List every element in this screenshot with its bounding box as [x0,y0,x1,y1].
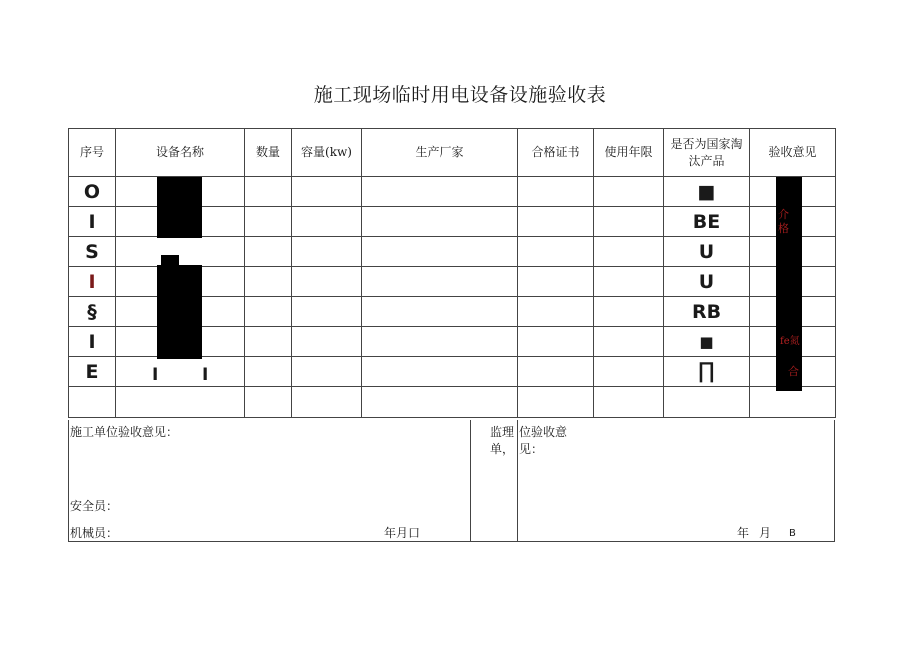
divider [470,420,471,541]
table-row [69,357,836,387]
row-qty [245,327,292,357]
safety-officer-label: 安全员： [70,499,119,513]
row-seq: § [69,297,116,327]
row-cert [518,237,594,267]
row-years [594,237,664,267]
row-seq: S [69,237,116,267]
contractor-opinion-label: 施工单位验收意见： [70,425,179,439]
table-row [69,327,836,357]
row-name [116,357,245,387]
header-maker: 生产厂家 [362,129,518,177]
supervision-date-day: B [789,528,796,539]
table-row [69,387,836,418]
row-obsolete: ■ [664,327,750,357]
supervision-label-a2: 单， [490,442,515,456]
row-opinion [750,177,836,207]
row-capacity [292,207,362,237]
opinion-mark: 格 [778,222,789,235]
row-name [116,237,245,267]
row-seq: I [69,267,116,297]
row-seq: O [69,177,116,207]
equipment-table [68,128,836,418]
opinion-mark: 一 [790,179,801,192]
page-title: 施工现场临时用电设备设施验收表 [313,84,607,106]
row-opinion [750,207,836,237]
row-capacity [292,297,362,327]
contractor-date: 年月口 [384,526,421,540]
header-capacity: 容量(kw) [292,129,362,177]
row-obsolete: ∏ [664,357,750,387]
supervision-label-b1: 位验收意 [519,425,568,439]
row-qty [245,267,292,297]
row-opinion [750,357,836,387]
row-cert [518,267,594,297]
row-capacity [292,267,362,297]
table-row [69,177,836,207]
header-opinion: 验收意见 [750,129,836,177]
row-obsolete: U [664,267,750,297]
row-capacity [292,327,362,357]
header-seq: 序号 [69,129,116,177]
row-name [116,297,245,327]
header-obsolete-line2: 汰产品 [688,153,725,168]
row-qty [245,237,292,267]
row-cert [518,297,594,327]
row-name [116,267,245,297]
row-seq: I [69,327,116,357]
row-cert [518,327,594,357]
row-maker [362,327,518,357]
supervision-label-b2: 见： [519,442,544,456]
row-years [594,327,664,357]
row-opinion [750,297,836,327]
row-qty [245,177,292,207]
row-opinion [750,267,836,297]
row-cert [518,177,594,207]
header-qty: 数量 [245,129,292,177]
header-obsolete-line1: 是否为国家淘 [670,136,743,151]
row-maker [362,267,518,297]
opinion-mark: 介 [778,208,789,221]
row-capacity [292,357,362,387]
row-name [116,327,245,357]
row-maker [362,177,518,207]
row-maker [362,207,518,237]
row-opinion [750,237,836,267]
row-obsolete: ■ [664,177,750,207]
row-qty [245,297,292,327]
table-row [69,297,836,327]
header-obsolete [664,129,750,177]
name-mark: I [202,365,209,385]
row-seq: E [69,357,116,387]
header-cert: 合格证书 [518,129,594,177]
row-obsolete: BE [664,207,750,237]
table-row [69,237,836,267]
row-maker [362,237,518,267]
signature-section [68,420,835,542]
row-obsolete: U [664,237,750,267]
table-row [69,207,836,237]
table-row [69,267,836,297]
header-name: 设备名称 [116,129,245,177]
supervision-label-a1: 监理 [490,425,515,439]
opinion-mark: fe氮 [780,336,800,347]
row-years [594,357,664,387]
row-seq: I [69,207,116,237]
header-years: 使用年限 [594,129,664,177]
row-opinion [750,327,836,357]
row-years [594,267,664,297]
row-years [594,207,664,237]
row-cert [518,357,594,387]
row-qty [245,207,292,237]
row-qty [245,357,292,387]
mechanic-label: 机械员： [70,526,119,540]
supervision-date-month: 月 [759,526,772,540]
row-name [116,207,245,237]
row-cert [518,207,594,237]
row-obsolete: RB [664,297,750,327]
row-maker [362,357,518,387]
row-years [594,177,664,207]
row-capacity [292,177,362,207]
row-maker [362,297,518,327]
divider [517,420,518,541]
opinion-mark: 合 [788,365,799,378]
supervision-date-year: 年 [737,526,750,540]
row-years [594,297,664,327]
table-header-row [69,129,836,177]
row-name [116,177,245,207]
row-capacity [292,237,362,267]
name-mark: I [152,365,159,385]
